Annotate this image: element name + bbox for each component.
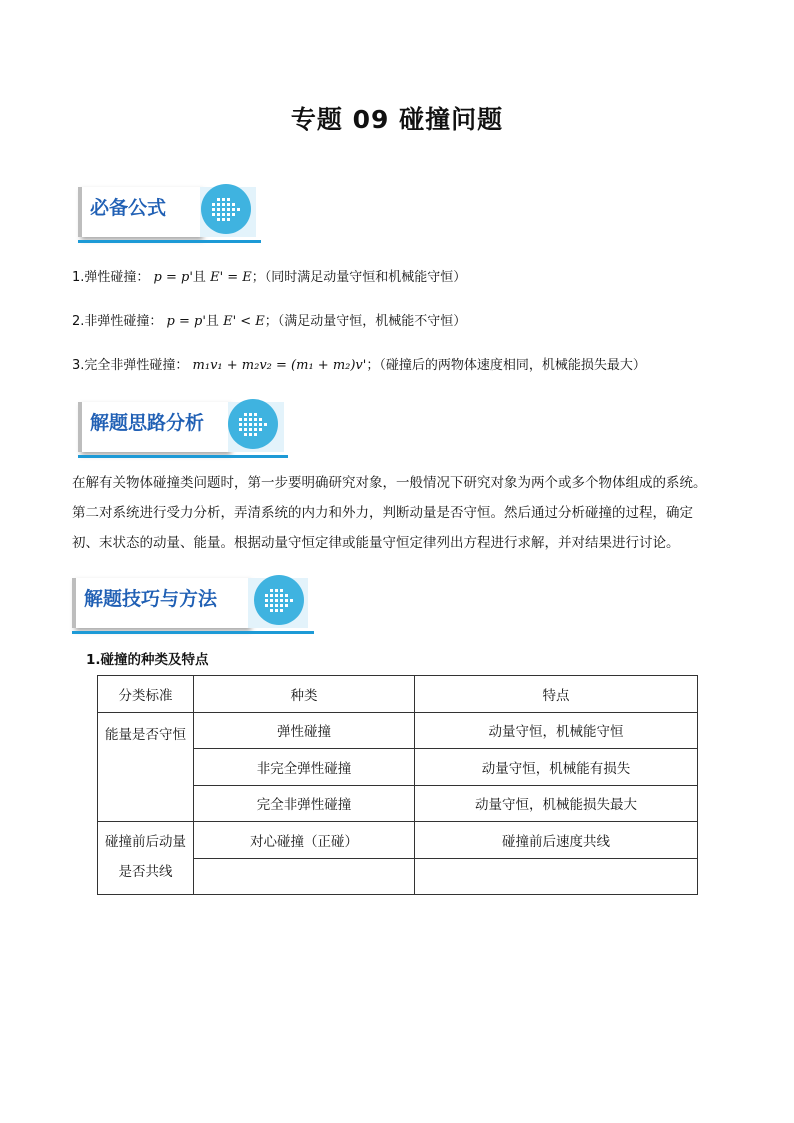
type-cell: 弹性碰撞	[194, 712, 415, 749]
table-row	[98, 822, 698, 859]
feature-cell: 动量守恒，机械能有损失	[415, 749, 698, 786]
section-title: 解题技巧与方法	[84, 588, 218, 610]
feature-cell: 动量守恒，机械能守恒	[415, 712, 698, 749]
header-cell: 种类	[194, 676, 415, 713]
group-cell-energy: 能量是否守恒	[98, 712, 194, 822]
feature-cell	[415, 858, 698, 895]
table-header-row	[98, 676, 698, 713]
dot-grid-icon	[228, 399, 278, 449]
header-cell: 分类标准	[98, 676, 194, 713]
section-header-formulas	[78, 184, 263, 246]
group-cell-collinear: 碰撞前后动量 是否共线	[98, 822, 194, 895]
collision-types-table	[97, 675, 698, 895]
feature-cell: 碰撞前后速度共线	[415, 822, 698, 859]
type-cell: 完全非弹性碰撞	[194, 785, 415, 822]
table-subheading: 1.碰撞的种类及特点	[86, 652, 209, 668]
feature-cell: 动量守恒，机械能损失最大	[415, 785, 698, 822]
header-cell: 特点	[415, 676, 698, 713]
formula-line-1: 1.弹性碰撞： p = p'且 E' = E；（同时满足动量守恒和机械能守恒）	[72, 270, 467, 285]
formula-line-2: 2.非弹性碰撞： p = p'且 E' < E；（满足动量守恒，机械能不守恒）	[72, 314, 467, 329]
type-cell: 非完全弹性碰撞	[194, 749, 415, 786]
type-cell: 对心碰撞（正碰）	[194, 822, 415, 859]
formula-line-3: 3.完全非弹性碰撞： m₁v₁ + m₂v₂ = (m₁ + m₂)v'；（碰撞后的两物体速度相同，机械能损失最大）	[72, 358, 646, 373]
section-header-analysis	[78, 399, 290, 461]
dot-grid-icon	[254, 575, 304, 625]
table-row	[98, 712, 698, 749]
dot-grid-icon	[201, 184, 251, 234]
section-title: 解题思路分析	[90, 412, 205, 434]
section-title: 必备公式	[90, 197, 167, 219]
page-title: 专题 09 碰撞问题	[290, 105, 504, 134]
type-cell	[194, 858, 415, 895]
analysis-paragraph: 在解有关物体碰撞类问题时，第一步要明确研究对象，一般情况下研究对象为两个或多个物体组成的系统。 第二对系统进行受力分析，弄清系统的内力和外力，判断动量是否守恒。然后通过分析碰撞的过程，确定 初、末状态的动量、能量。根据动量守恒定律或能量守恒定律列出方程进行求解，并对结果进行讨论。	[72, 475, 707, 551]
section-header-methods	[72, 575, 317, 637]
